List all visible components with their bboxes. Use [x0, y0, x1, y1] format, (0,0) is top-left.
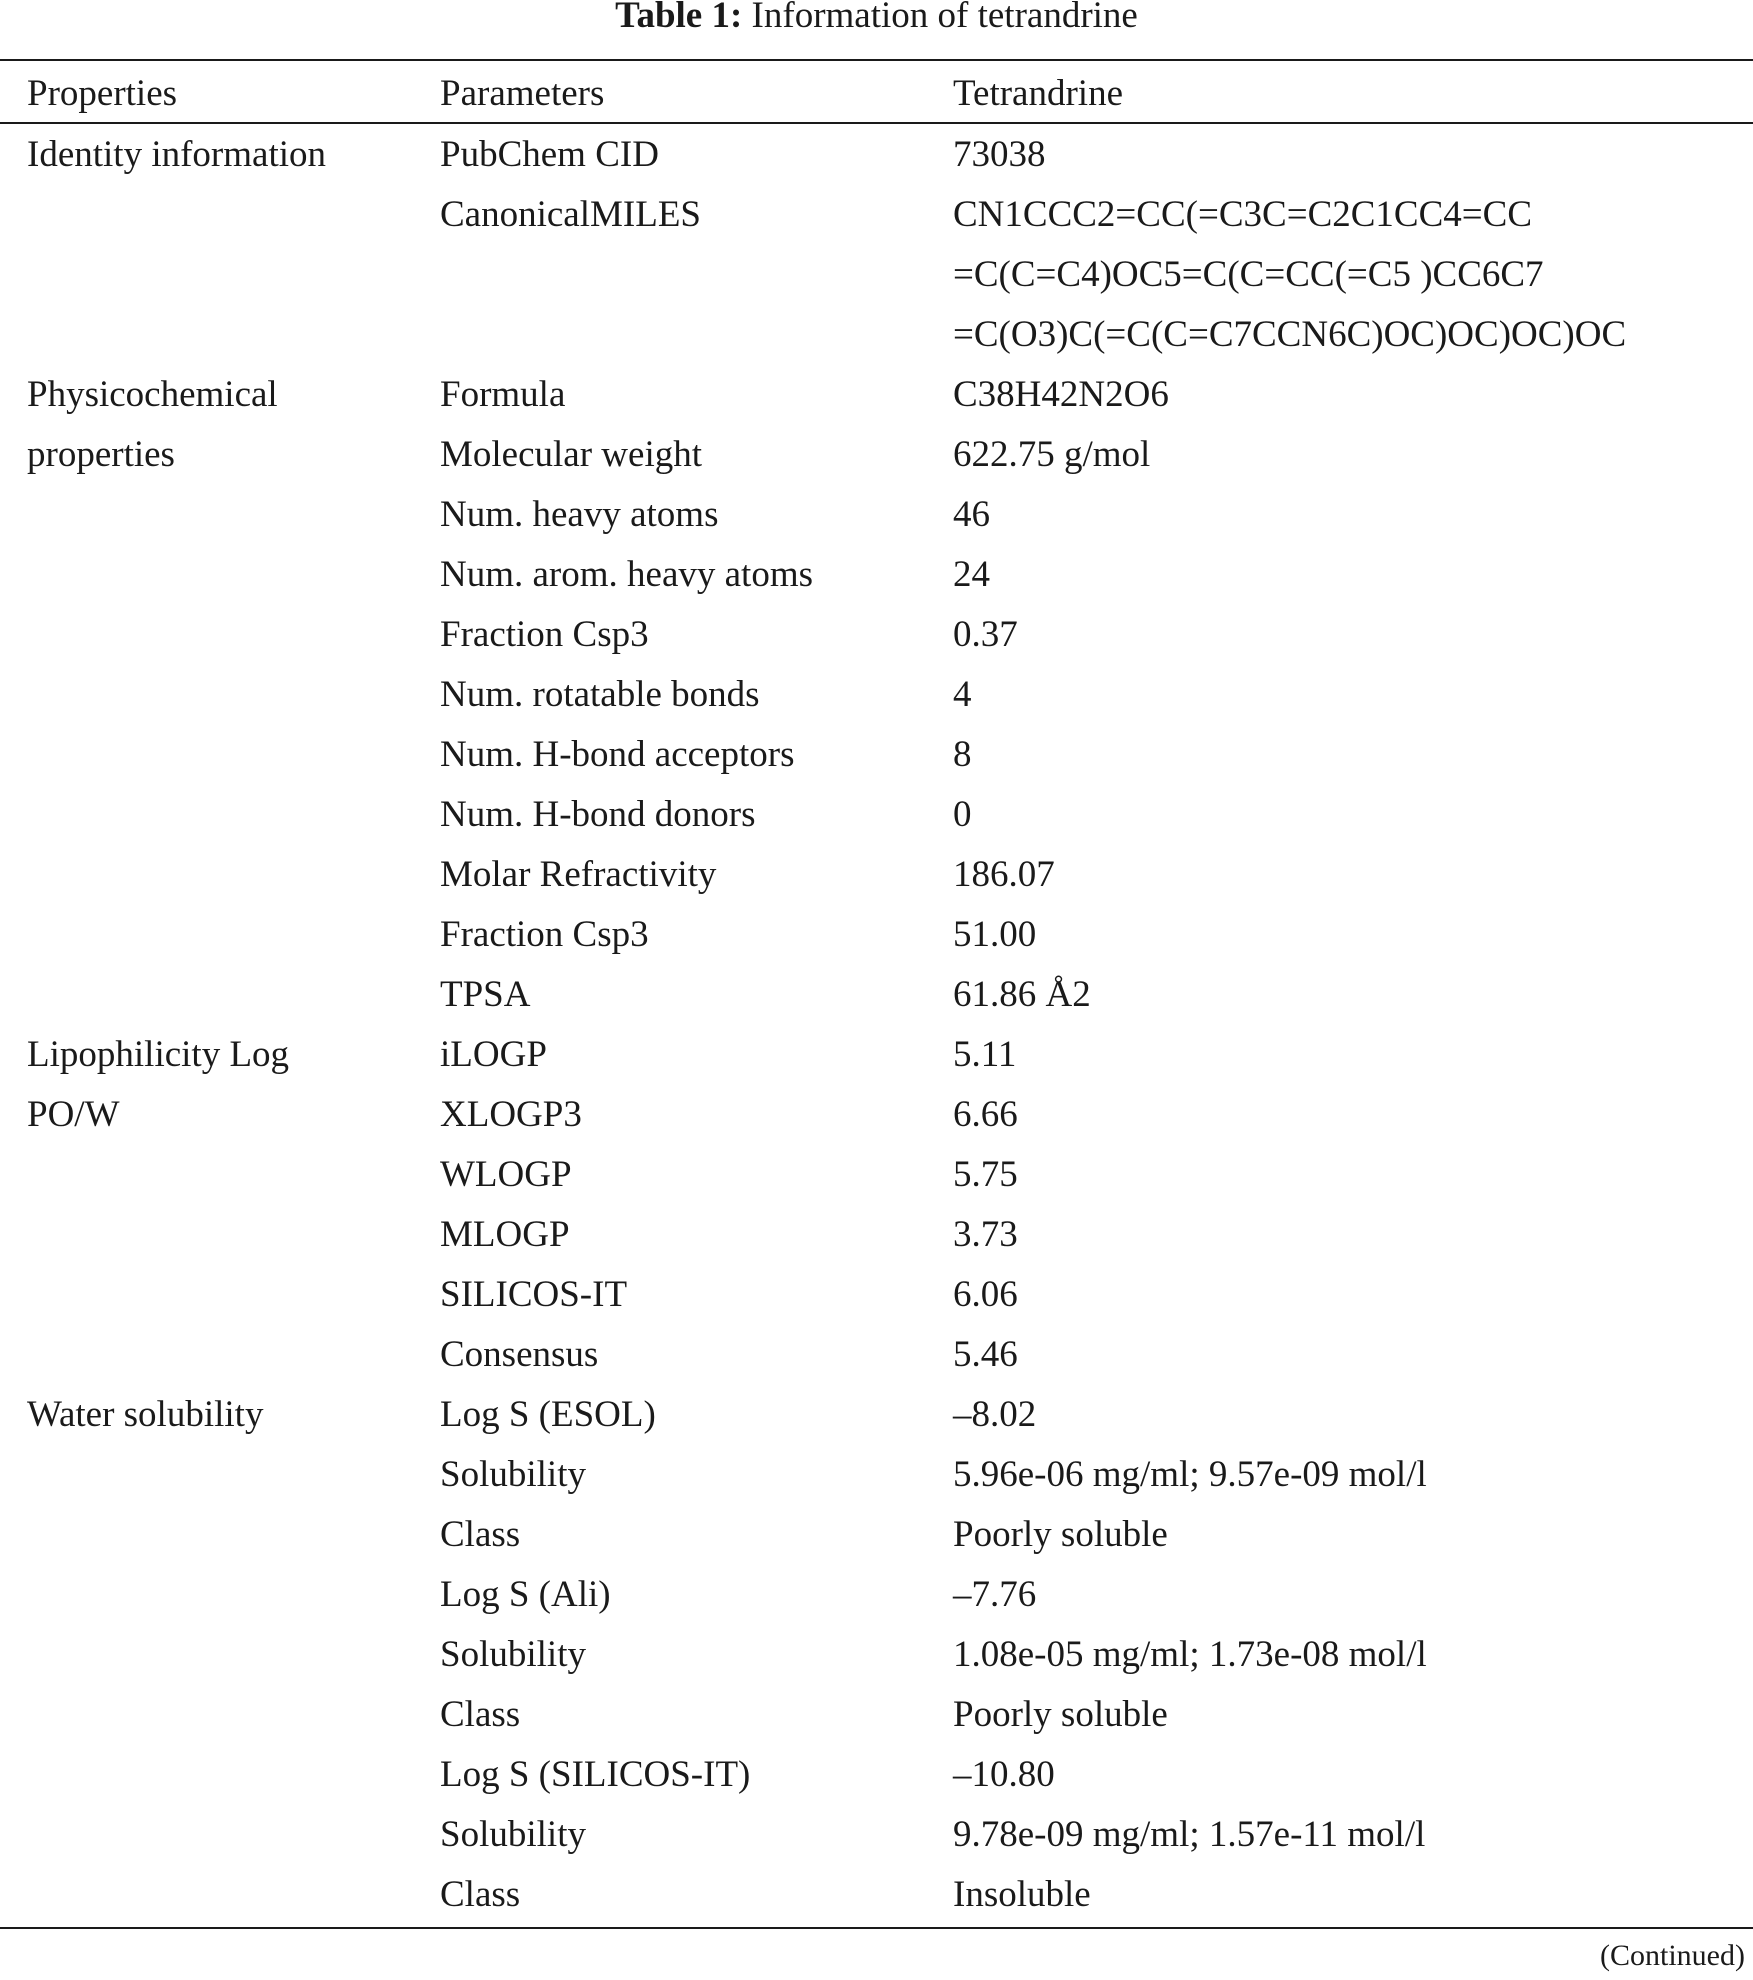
header-tetrandrine: Tetrandrine: [953, 73, 1123, 114]
table-row: [0, 725, 1753, 785]
cell-value: 8: [953, 734, 972, 775]
table-header-row: [0, 64, 1753, 124]
cell-value: 46: [953, 494, 990, 535]
table-row: [0, 545, 1753, 605]
table-row: [0, 905, 1753, 965]
cell-parameter: CanonicalMILES: [440, 194, 702, 235]
cell-value: =C(C=C4)OC5=C(C=CC(=C5 )CC6C7: [953, 254, 1544, 295]
cell-property: Physicochemical: [27, 374, 278, 415]
table-header-rule: [0, 122, 1753, 124]
table-row: [0, 1325, 1753, 1385]
cell-value: 24: [953, 554, 990, 595]
cell-parameter: iLOGP: [440, 1034, 547, 1075]
continued-note: (Continued): [1600, 1939, 1745, 1972]
table-row: [0, 845, 1753, 905]
table-row: [0, 1565, 1753, 1625]
table-top-rule: [0, 59, 1753, 61]
table-row: [0, 605, 1753, 665]
table-row: [0, 485, 1753, 545]
table-row: [0, 185, 1753, 245]
cell-value: 1.08e-05 mg/ml; 1.73e-08 mol/l: [953, 1634, 1427, 1675]
cell-parameter: TPSA: [440, 974, 531, 1015]
cell-parameter: Consensus: [440, 1334, 599, 1375]
table-row: [0, 1625, 1753, 1685]
cell-parameter: Fraction Csp3: [440, 614, 649, 655]
cell-value: C38H42N2O6: [953, 374, 1169, 415]
table-caption-text: Information of tetrandrine: [751, 0, 1138, 36]
cell-parameter: XLOGP3: [440, 1094, 582, 1135]
cell-parameter: Molecular weight: [440, 434, 702, 475]
cell-value: 186.07: [953, 854, 1055, 895]
cell-value: Insoluble: [953, 1874, 1091, 1915]
table-row: [0, 1685, 1753, 1745]
cell-parameter: MLOGP: [440, 1214, 570, 1255]
cell-property: Lipophilicity Log: [27, 1034, 290, 1075]
cell-value: 6.66: [953, 1094, 1018, 1135]
cell-parameter: Formula: [440, 374, 566, 415]
cell-parameter: Num. rotatable bonds: [440, 674, 760, 715]
cell-value: 5.96e-06 mg/ml; 9.57e-09 mol/l: [953, 1454, 1427, 1495]
header-parameters: Parameters: [440, 73, 605, 114]
cell-value: 3.73: [953, 1214, 1018, 1255]
cell-parameter: Log S (SILICOS-IT): [440, 1754, 751, 1795]
cell-parameter: WLOGP: [440, 1154, 572, 1195]
cell-property: Water solubility: [27, 1394, 264, 1435]
cell-property: PO/W: [27, 1094, 120, 1135]
table-row: [0, 1205, 1753, 1265]
header-properties: Properties: [27, 73, 178, 114]
table-row: [0, 1145, 1753, 1205]
table-row: [0, 305, 1753, 365]
cell-parameter: PubChem CID: [440, 134, 659, 175]
table-caption: [0, 0, 1753, 34]
cell-value: Poorly soluble: [953, 1694, 1168, 1735]
table-row: [0, 665, 1753, 725]
cell-value: 5.11: [953, 1034, 1017, 1075]
cell-parameter: Fraction Csp3: [440, 914, 649, 955]
cell-parameter: SILICOS-IT: [440, 1274, 628, 1315]
table-row: [0, 785, 1753, 845]
cell-property: Identity information: [27, 134, 327, 175]
table-row: [0, 1085, 1753, 1145]
cell-parameter: Solubility: [440, 1814, 586, 1855]
cell-value: 51.00: [953, 914, 1037, 955]
table-row: [0, 1745, 1753, 1805]
cell-value: 5.75: [953, 1154, 1018, 1195]
table-row: [0, 1385, 1753, 1445]
cell-value: 73038: [953, 134, 1046, 175]
table-row: [0, 245, 1753, 305]
cell-value: 0.37: [953, 614, 1018, 655]
table-row: [0, 425, 1753, 485]
cell-parameter: Num. H-bond acceptors: [440, 734, 795, 775]
cell-parameter: Solubility: [440, 1634, 586, 1675]
cell-value: =C(O3)C(=C(C=C7CCN6C)OC)OC)OC)OC: [953, 314, 1627, 355]
cell-parameter: Class: [440, 1694, 521, 1735]
table-row: [0, 965, 1753, 1025]
table-row: [0, 1025, 1753, 1085]
cell-value: 622.75 g/mol: [953, 434, 1151, 475]
table-row: [0, 1445, 1753, 1505]
table-bottom-rule: [0, 1927, 1753, 1929]
cell-value: 6.06: [953, 1274, 1018, 1315]
cell-value: –10.80: [953, 1754, 1055, 1795]
table-caption-label: Table 1:: [615, 0, 743, 36]
cell-parameter: Num. H-bond donors: [440, 794, 756, 835]
cell-value: 5.46: [953, 1334, 1018, 1375]
cell-value: CN1CCC2=CC(=C3C=C2C1CC4=CC: [953, 194, 1533, 235]
table-row: [0, 125, 1753, 185]
cell-parameter: Log S (Ali): [440, 1574, 611, 1615]
table-row: [0, 1865, 1753, 1925]
table-row: [0, 1265, 1753, 1325]
cell-parameter: Solubility: [440, 1454, 586, 1495]
cell-value: 9.78e-09 mg/ml; 1.57e-11 mol/l: [953, 1814, 1426, 1855]
cell-parameter: Class: [440, 1514, 521, 1555]
cell-value: 4: [953, 674, 972, 715]
cell-value: –7.76: [953, 1574, 1037, 1615]
cell-parameter: Class: [440, 1874, 521, 1915]
cell-property: properties: [27, 434, 175, 475]
cell-value: 0: [953, 794, 972, 835]
cell-parameter: Molar Refractivity: [440, 854, 717, 895]
cell-parameter: Log S (ESOL): [440, 1394, 656, 1435]
table-row: [0, 1805, 1753, 1865]
table-row: [0, 1505, 1753, 1565]
cell-value: 61.86 Å2: [953, 974, 1091, 1015]
cell-parameter: Num. arom. heavy atoms: [440, 554, 813, 595]
cell-parameter: Num. heavy atoms: [440, 494, 719, 535]
cell-value: –8.02: [953, 1394, 1037, 1435]
cell-value: Poorly soluble: [953, 1514, 1168, 1555]
table-row: [0, 365, 1753, 425]
